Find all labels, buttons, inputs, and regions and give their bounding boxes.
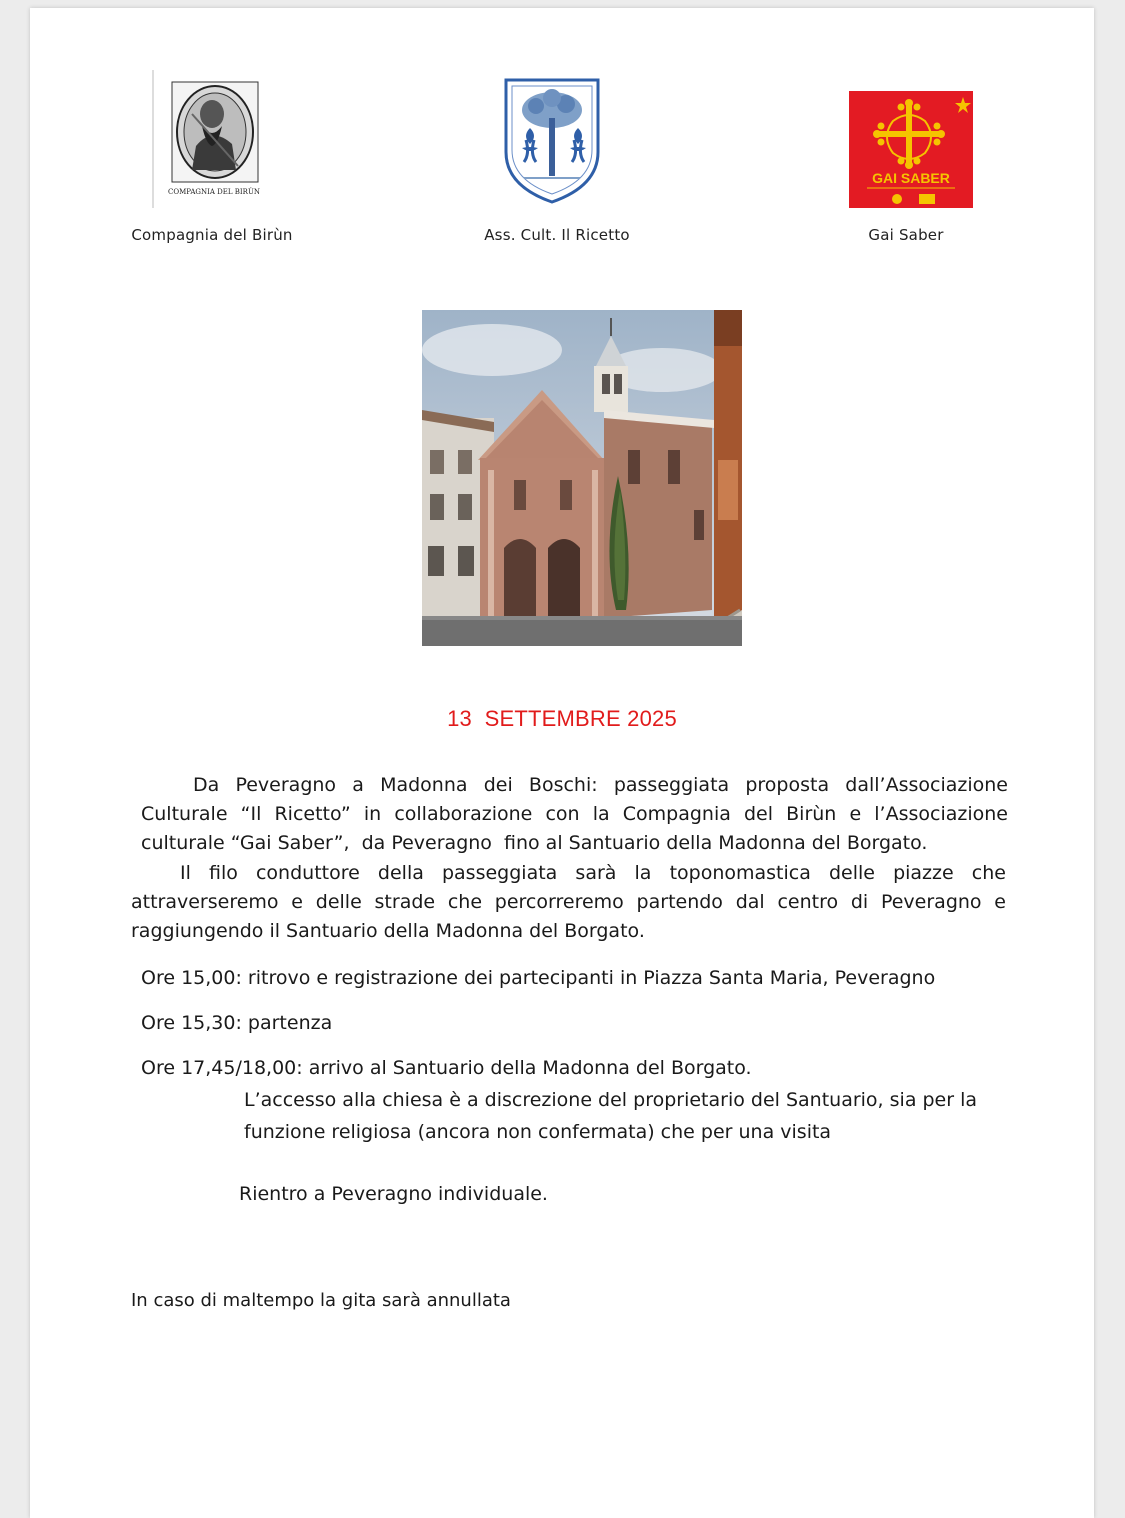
intro-line-3: culturale “Gai Saber”, da Peveragno fino al Santuario della Madonna del Borgato. xyxy=(141,832,928,854)
compagnia-del-birun-caption: Compagnia del Birùn xyxy=(131,226,293,244)
intro-line-4: Il filo conduttore della passeggiata sarà la toponomastica delle piazze che xyxy=(180,862,1006,884)
schedule-note-2: funzione religiosa (ancora non confermata) che per una visita xyxy=(244,1121,832,1143)
il-ricetto-caption: Ass. Cult. Il Ricetto xyxy=(484,226,630,244)
weather-note: In caso di maltempo la gita sarà annullata xyxy=(131,1290,511,1311)
schedule-item-ritrovo: Ore 15,00: ritrovo e registrazione dei partecipanti in Piazza Santa Maria, Peveragno xyxy=(141,967,936,989)
intro-line-1: Da Peveragno a Madonna dei Boschi: passeggiata proposta dall’Associazione xyxy=(193,774,1008,796)
schedule-return: Rientro a Peveragno individuale. xyxy=(239,1183,548,1205)
schedule-item-partenza: Ore 15,30: partenza xyxy=(141,1012,333,1034)
intro-line-5: attraverseremo e delle strade che percorreremo partendo dal centro di Peveragno e xyxy=(131,891,1006,913)
gai-saber-logo xyxy=(849,91,973,208)
gai-saber-caption: Gai Saber xyxy=(868,226,944,244)
intro-line-6: raggiungendo il Santuario della Madonna del Borgato. xyxy=(131,920,645,942)
compagnia-del-birun-logo xyxy=(152,70,272,208)
il-ricetto-shield-logo xyxy=(500,74,604,206)
compagnia-logo-text: COMPAGNIA DEL BIRÙN xyxy=(168,188,260,196)
flyer-page xyxy=(30,8,1094,1518)
schedule-note-1: L’accesso alla chiesa è a discrezione del proprietario del Santuario, sia per la xyxy=(244,1089,978,1111)
intro-line-2: Culturale “Il Ricetto” in collaborazione con la Compagnia del Birùn e l’Associazione xyxy=(141,803,1008,825)
gai-saber-logo-text: GAI SABER xyxy=(872,170,950,186)
schedule-item-arrivo: Ore 17,45/18,00: arrivo al Santuario della Madonna del Borgato. xyxy=(141,1057,752,1079)
santuario-photo xyxy=(422,310,742,646)
event-date-title: 13 SETTEMBRE 2025 xyxy=(447,706,677,731)
